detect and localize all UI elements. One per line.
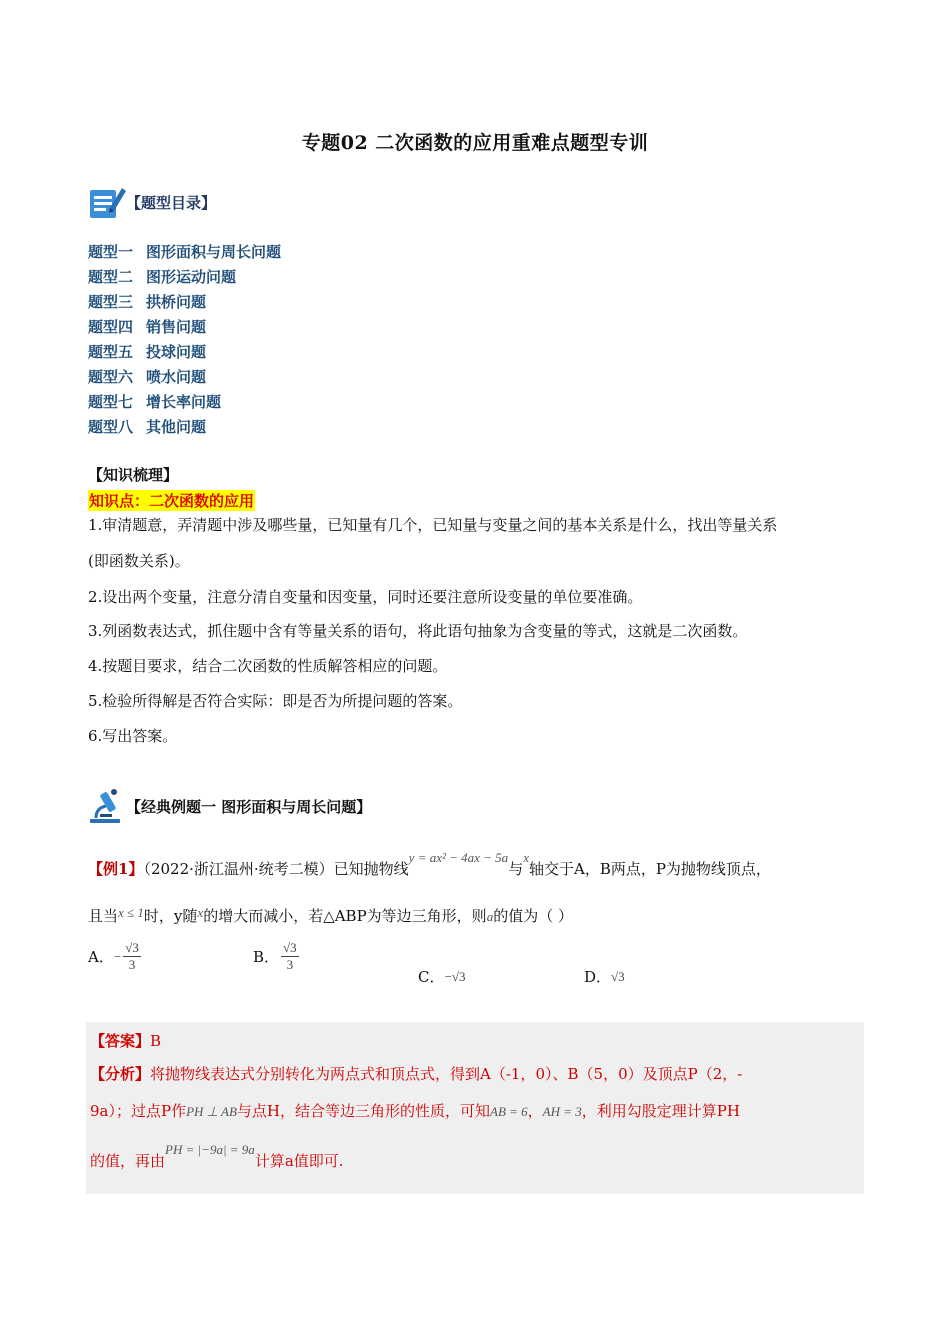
toc-item-5[interactable]: 题型五 投球问题 (88, 343, 207, 361)
microscope-icon (86, 786, 126, 826)
formula-parabola: y = ax² − 4ax − 5a (408, 850, 509, 865)
knowledge-header: 【知识梳理】 (88, 466, 179, 484)
step-2: 2.设出两个变量，注意分清自变量和因变量，同时还要注意所设变量的单位要准确。 (88, 588, 643, 606)
analysis-line-2: 9a）；过点P作PH ⊥ AB与点H，结合等边三角形的性质，可知AB = 6，AH = 3，利用勾股定理计算PH (90, 1102, 740, 1120)
var-x-2: x (197, 905, 204, 920)
answer-value: B (150, 1032, 162, 1050)
toc-header-label: 【题型目录】 (126, 193, 217, 212)
condition-x: x ≤ 1 (118, 905, 144, 920)
step-1: 1.审清题意，弄清题中涉及哪些量，已知量有几个，已知量与变量之间的基本关系是什么，找出等量关系 (88, 516, 778, 534)
toc-item-3[interactable]: 题型三 拱桥问题 (88, 293, 207, 311)
example-header-label: 【经典例题一 图形面积与周长问题】 (126, 797, 372, 816)
fraction-b: $\frac{√3}{3}$ (283, 940, 297, 972)
toc-list (88, 240, 281, 440)
page-title: 专题02 二次函数的应用重难点题型专训 (301, 132, 649, 154)
step-4: 4.按题目要求，结合二次函数的性质解答相应的问题。 (88, 657, 448, 675)
option-b[interactable]: B． $\frac{√3}{3}$ (253, 940, 297, 972)
option-a[interactable]: A． − $\frac{√3}{3}$ (88, 940, 139, 972)
example-tag: 【例1】 (88, 860, 144, 878)
toc-item-1[interactable]: 题型一 图形面积与周长问题 (88, 243, 282, 261)
var-a: a (486, 909, 494, 924)
example-header (86, 786, 371, 826)
example-line-1: 【例1】（2022·浙江温州·统考二模）已知抛物线y = ax² − 4ax − 5a与x轴交于A，B两点，P为抛物线顶点， (88, 850, 771, 878)
toc-item-4[interactable]: 题型四 销售问题 (88, 318, 207, 336)
option-d[interactable]: D． √3 (584, 968, 625, 986)
toc-header (88, 184, 216, 220)
step-3: 3.列函数表达式，抓住题中含有等量关系的语句，将此语句抽象为含变量的等式，这就是二次函数。 (88, 622, 748, 640)
toc-item-2[interactable]: 题型二 图形运动问题 (88, 268, 237, 286)
toc-item-7[interactable]: 题型七 增长率问题 (88, 393, 222, 411)
notepad-pencil-icon (88, 184, 126, 220)
option-c[interactable]: C． −√3 (418, 968, 466, 986)
toc-item-6[interactable]: 题型六 喷水问题 (88, 368, 207, 386)
step-1-cont: (即函数关系)。 (88, 552, 190, 570)
step-6: 6.写出答案。 (88, 727, 178, 745)
step-5: 5.检验所得解是否符合实际：即是否为所提问题的答案。 (88, 692, 463, 710)
var-x: x (523, 850, 529, 865)
fraction-a: $\frac{√3}{3}$ (125, 940, 139, 972)
answer-line: 【答案】B (90, 1032, 162, 1050)
analysis-line-3: 的值，再由PH = |−9a| = 9a计算a值即可. (90, 1142, 344, 1170)
analysis-line-1: 【分析】将抛物线表达式分别转化为两点式和顶点式，得到A（-1，0）、B（5，0）及顶点P（2，- (90, 1065, 743, 1083)
knowledge-point: 知识点：二次函数的应用 (89, 492, 255, 510)
toc-item-8[interactable]: 题型八 其他问题 (88, 418, 207, 436)
example-line-2: 且当x ≤ 1时，y随x的增大而减小，若△ABP为等边三角形，则a的值为（ ） (88, 905, 573, 925)
